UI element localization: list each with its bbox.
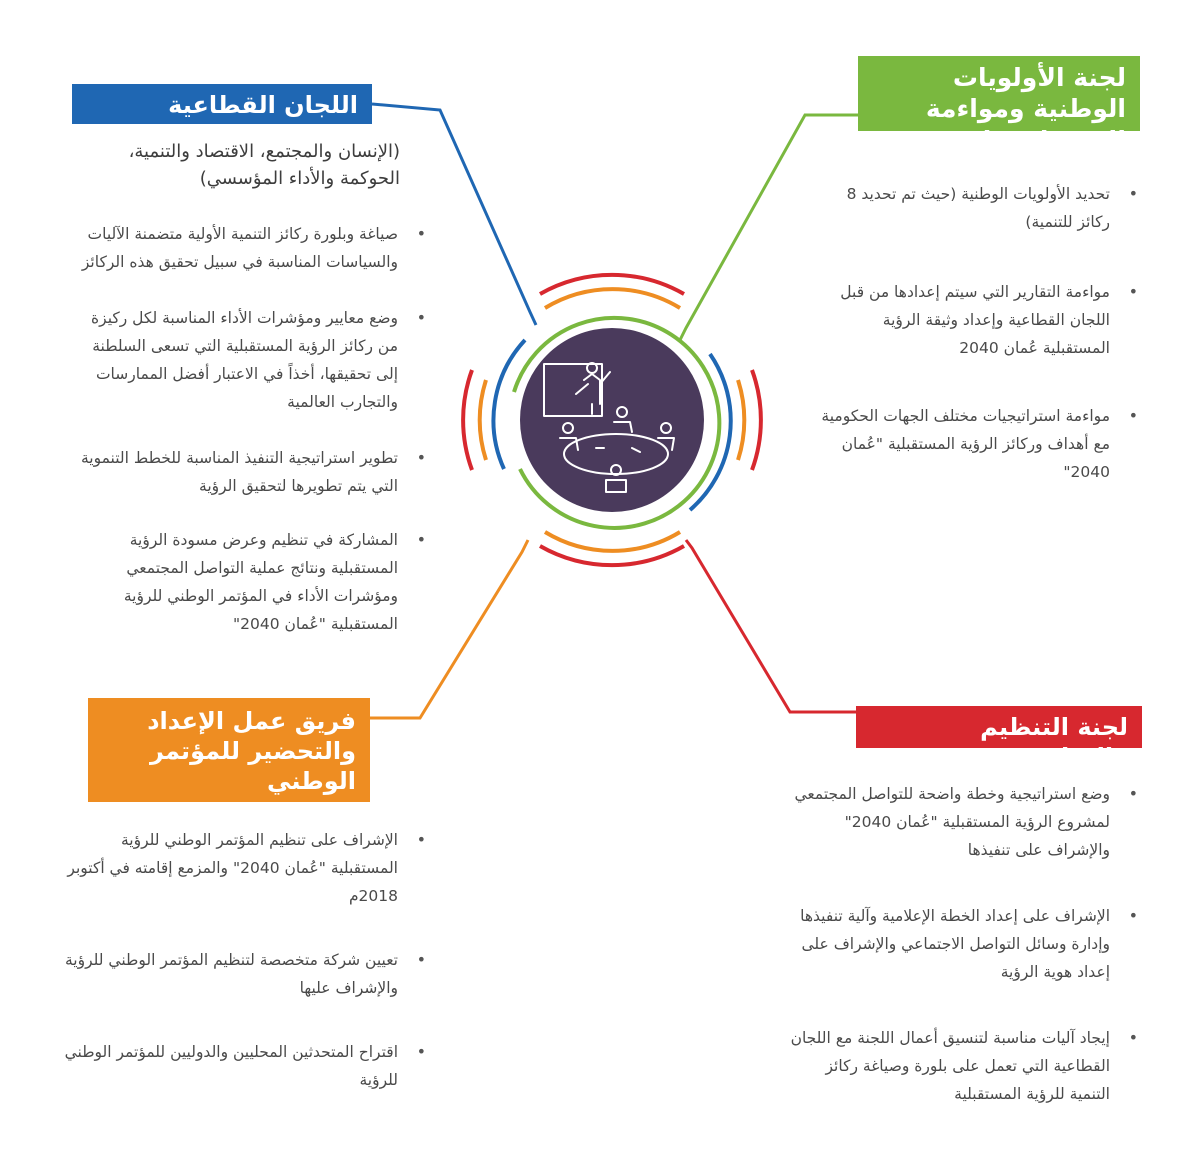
list-organization-followup: [790, 780, 1140, 1108]
list-item: • المشاركة في تنظيم وعرض مسودة الرؤية المستقبلية ونتائج عملية التواصل المجتمعي ومؤشرات الأداء في المؤتمر الوطني للرؤية المستقبلية "عُمان 2040": [68, 526, 428, 638]
ring-red-bottom: [540, 546, 684, 565]
list-item: • وضع استراتيجية وخطة واضحة للتواصل المجتمعي لمشروع الرؤية المستقبلية "عُمان 2040" والإشراف على تنفيذها: [790, 780, 1140, 864]
section-title-sectoral-committees: اللجان القطاعية: [72, 84, 372, 124]
list-item: • اقتراح المتحدثين المحليين والدوليين للمؤتمر الوطني للرؤية: [60, 1038, 428, 1094]
list-conference-team: [60, 826, 428, 1094]
section-title-national-priorities: لجنة الأولويات الوطنية ومواءمة الاستراتيجيات: [858, 56, 1140, 131]
list-item: • مواءمة استراتيجيات مختلف الجهات الحكومية مع أهداف وركائز الرؤية المستقبلية "عُمان 2040": [820, 402, 1140, 486]
ring-red-top: [540, 275, 684, 294]
list-item: • تطوير استراتيجية التنفيذ المناسبة للخطط التنموية التي يتم تطويرها لتحقيق الرؤية: [68, 444, 428, 500]
section-title-conference-team: فريق عمل الإعداد والتحضير للمؤتمر الوطني: [88, 698, 370, 802]
list-item: • مواءمة التقارير التي سيتم إعدادها من قبل اللجان القطاعية وإعداد وثيقة الرؤية المستقبلية عُمان 2040: [820, 278, 1140, 362]
list-item: • الإشراف على تنظيم المؤتمر الوطني للرؤية المستقبلية "عُمان 2040" والمزمع إقامته في أكتوبر 2018م: [60, 826, 428, 910]
list-item: • تعيين شركة متخصصة لتنظيم المؤتمر الوطني للرؤية والإشراف عليها: [60, 946, 428, 1002]
ring-orange-top: [545, 289, 680, 308]
list-item: • صياغة وبلورة ركائز التنمية الأولية متضمنة الآليات والسياسات المناسبة في سبيل تحقيق هذه الركائز: [68, 220, 428, 276]
section-title-organization-followup: لجنة التنظيم والمتابعة: [856, 706, 1142, 748]
connector-red: [686, 540, 856, 712]
list-item: • إيجاد آليات مناسبة لتنسيق أعمال اللجنة مع اللجان القطاعية التي تعمل على بلورة وصياغة ركائز التنمية للرؤية المستقبلية: [790, 1024, 1140, 1108]
ring-orange-bottom: [545, 532, 680, 551]
center-circle: [520, 328, 704, 512]
ring-red-right: [752, 370, 761, 470]
sectoral-subtitle: (الإنسان والمجتمع، الاقتصاد والتنمية، الحوكمة والأداء المؤسسي): [128, 141, 400, 189]
ring-orange-right: [738, 380, 744, 460]
ring-orange-left: [480, 380, 486, 460]
list-item: • وضع معايير ومؤشرات الأداء المناسبة لكل ركيزة من ركائز الرؤية المستقبلية التي تسعى السلطنة إلى تحقيقها، أخذاً في الاعتبار أفضل الممارسات والتجارب العالمية: [68, 304, 428, 416]
list-sectoral-committees: [68, 220, 428, 638]
list-item: • الإشراف على إعداد الخطة الإعلامية وآلية تنفيذها وإدارة وسائل التواصل الاجتماعي والإشراف على إعداد هوية الرؤية: [790, 902, 1140, 986]
list-national-priorities: [820, 180, 1140, 486]
ring-blue-left: [493, 340, 525, 469]
list-item: • تحديد الأولويات الوطنية (حيث تم تحديد 8 ركائز للتنمية): [820, 180, 1140, 236]
ring-red-left: [463, 370, 472, 470]
